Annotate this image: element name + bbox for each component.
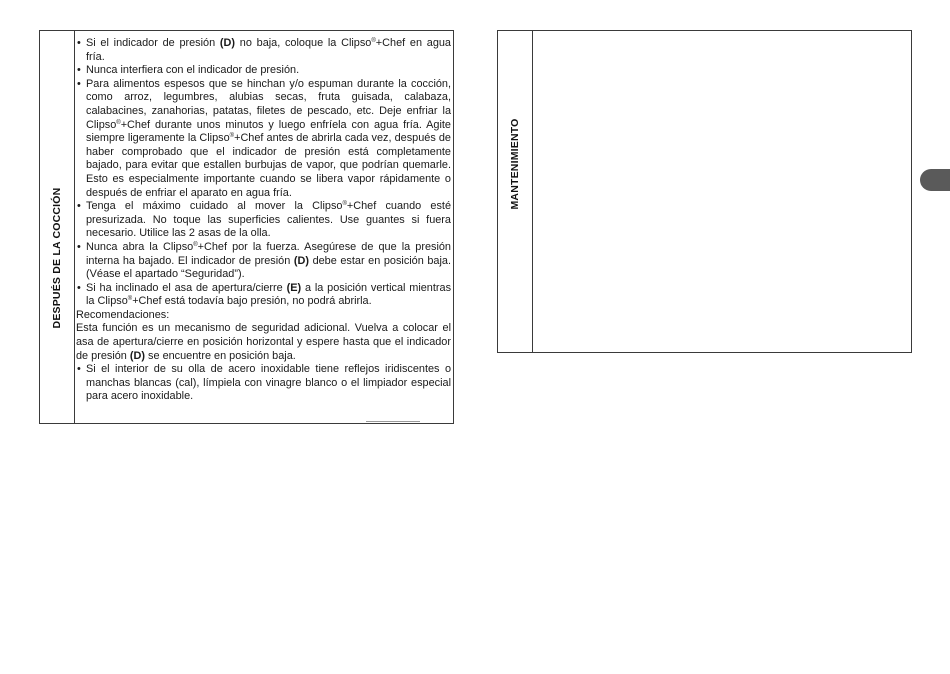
bullet-icon: • <box>77 240 81 253</box>
list-item <box>76 241 451 282</box>
part-reference: (E) <box>286 281 302 294</box>
text-run: Si ha inclinado el asa de apertura/cierre <box>86 281 287 294</box>
registered-mark: ® <box>371 38 376 44</box>
text-run: +Chef durante unos minutos y luego enfríela con agua fría. Agite siempre ligeramente la Clipso <box>86 118 451 145</box>
text-run: Si el indicador de presión <box>86 37 220 49</box>
section-title: DESPUÉS DE LA COCCIÓN <box>51 187 63 329</box>
part-reference: (D) <box>129 349 146 362</box>
text-run: Tenga el máximo cuidado al mover la Clipso <box>86 200 343 213</box>
section-body <box>76 37 451 404</box>
text-run: Si el interior de su olla de acero inoxidable tiene reflejos iridiscentes o manchas blancas (cal), límpiela con vinagre blanco o el limpiador especial para acero inoxidable. <box>86 363 451 403</box>
list-item <box>76 64 451 78</box>
text-run: Nunca abra la Clipso <box>86 240 194 253</box>
section-side-column <box>40 31 75 423</box>
list-item <box>76 363 451 404</box>
bullet-list <box>76 363 451 404</box>
part-reference: (D) <box>219 37 236 49</box>
bullet-icon: • <box>77 363 81 376</box>
bullet-icon: • <box>77 37 81 49</box>
paragraph <box>76 309 451 323</box>
list-item <box>76 282 451 309</box>
text-run: no baja, coloque la Clipso <box>235 37 372 49</box>
text-run: se encuentre en posición baja. <box>145 349 296 362</box>
list-item <box>76 78 451 200</box>
registered-mark: ® <box>127 296 133 303</box>
maintenance-section <box>497 30 912 353</box>
section-side-column <box>498 31 533 352</box>
registered-mark: ® <box>229 133 235 140</box>
text-run: +Chef cuando esté presurizada. No toque las superficies calientes. Use guantes si fuera necesario. Utilice las 2 asas de la olla. <box>86 200 451 240</box>
registered-mark: ® <box>116 119 121 126</box>
bullet-icon: • <box>77 64 81 77</box>
text-run: +Chef por la fuerza. Asegúrese de que la presión interna ha bajado. El indicador de presión <box>86 240 451 267</box>
list-item <box>76 37 451 64</box>
bullet-list <box>76 37 451 309</box>
text-run: +Chef en agua fría. <box>86 37 451 63</box>
text-run: Esta función es un mecanismo de seguridad adicional. Vuelva a colocar el asa de apertura/cierre en posición horizontal y espere hasta que el indicador de presión <box>76 322 451 362</box>
text-run: a la posición vertical mientras la Clipso <box>86 281 452 308</box>
text-run: Nunca interfiera con el indicador de presión. <box>86 64 300 77</box>
part-reference: (D) <box>293 254 309 267</box>
paragraph <box>76 322 451 363</box>
bullet-icon: • <box>77 281 81 294</box>
text-run: debe estar en posición baja. (Véase el apartado “Seguridad”). <box>86 254 451 281</box>
text-run: +Chef antes de abrirla cada vez, después de haber comprobado que el indicador de presión está completamente bajado, para evitar que estallen burbujas de vapor, que podrían quemarle. Esto es especialmente importante cuando se libera vapor rápidamente o después de enfriar el aparato en agua fría. <box>86 132 451 199</box>
bullet-icon: • <box>77 77 81 90</box>
text-run: Recomendaciones: <box>76 308 170 321</box>
after-cooking-section <box>39 30 454 424</box>
list-item <box>76 200 451 241</box>
page-edge-tab <box>920 169 950 191</box>
bullet-icon: • <box>77 200 81 213</box>
section-title: MANTENIMIENTO <box>509 117 521 210</box>
divider <box>366 421 420 422</box>
registered-mark: ® <box>342 201 347 208</box>
text-run: +Chef está todavía bajo presión, no podrá abrirla. <box>132 295 372 308</box>
text-run: Para alimentos espesos que se hinchan y/o espuman durante la cocción, como arroz, legumbres, alubias secas, fruta guisada, calabaza, calabacines, zanahorias, patatas, filetes de pescado, etc. Deje enfriar la Clipso <box>86 77 451 131</box>
registered-mark: ® <box>193 241 198 248</box>
